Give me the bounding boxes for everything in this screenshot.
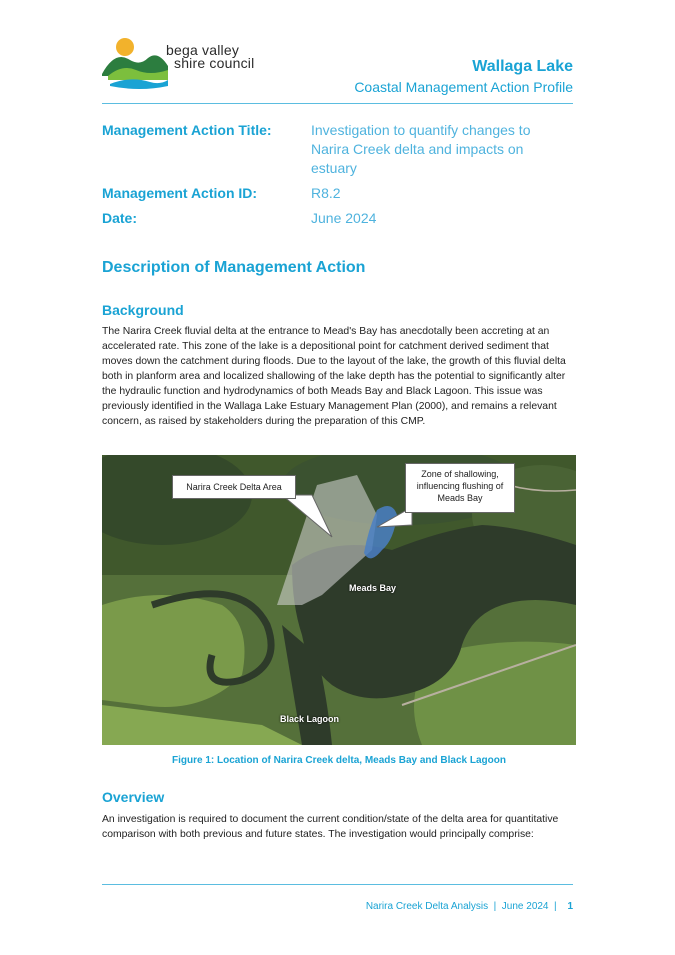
date-label: Date:: [102, 210, 138, 226]
callout-shallowing-zone: Zone of shallowing, influencing flushing of Meads Bay: [405, 463, 515, 513]
logo-text-line1: bega valley: [166, 42, 240, 58]
footer-divider: [102, 884, 573, 885]
map-label-meads-bay: Meads Bay: [349, 583, 397, 593]
page-number: 1: [567, 901, 573, 912]
aerial-map-figure: [102, 455, 576, 745]
footer-text: Narira Creek Delta Analysis | June 2024 |: [365, 901, 557, 912]
logo-text-line2: shire council: [174, 55, 255, 71]
page-title: Wallaga Lake: [472, 58, 573, 75]
action-title-value: Investigation to quantify changes to Narira Creek delta and impacts on estuary: [311, 122, 531, 176]
council-logo: [100, 36, 275, 94]
date-value: June 2024: [311, 210, 377, 226]
figure-caption: Figure 1: Location of Narira Creek delta, Meads Bay and Black Lagoon: [172, 755, 506, 766]
callout-delta-area: Narira Creek Delta Area: [172, 475, 296, 499]
section-heading: Description of Management Action: [102, 259, 366, 276]
overview-heading: Overview: [102, 789, 165, 805]
council-logo-mark: [100, 36, 170, 94]
action-id-value: R8.2: [311, 185, 341, 201]
footer: [366, 901, 573, 912]
page-subtitle: Coastal Management Action Profile: [354, 79, 573, 95]
map-label-black-lagoon: Black Lagoon: [280, 714, 340, 724]
overview-paragraph: An investigation is required to document the current condition/state of the delta area for quantitative comparison with both previous and future states. The investigation would principally comprise:: [102, 814, 559, 840]
background-paragraph: The Narira Creek fluvial delta at the entrance to Mead's Bay has anecdotally been accreting at an accelerated rate. This zone of the lake is a depositional point for catchment derived sediment that moves down the catchment during floods. Due to the layout of the lake, the growth of this fluvial delta both in planform area and localized shallowing of the lake depth has the potential to significantly alter the hydraulic function and hydrodynamics of both Meads Bay and Black Lagoon. This issue was previously identified in the Wallaga Lake Estuary Management Plan (2000), and remains a relevant concern, as raised by stakeholders during the preparation of this CMP.: [102, 326, 566, 427]
header-divider: [102, 103, 573, 104]
action-title-label: Management Action Title:: [102, 122, 272, 138]
background-heading: Background: [102, 302, 184, 318]
action-id-label: Management Action ID:: [102, 185, 258, 201]
